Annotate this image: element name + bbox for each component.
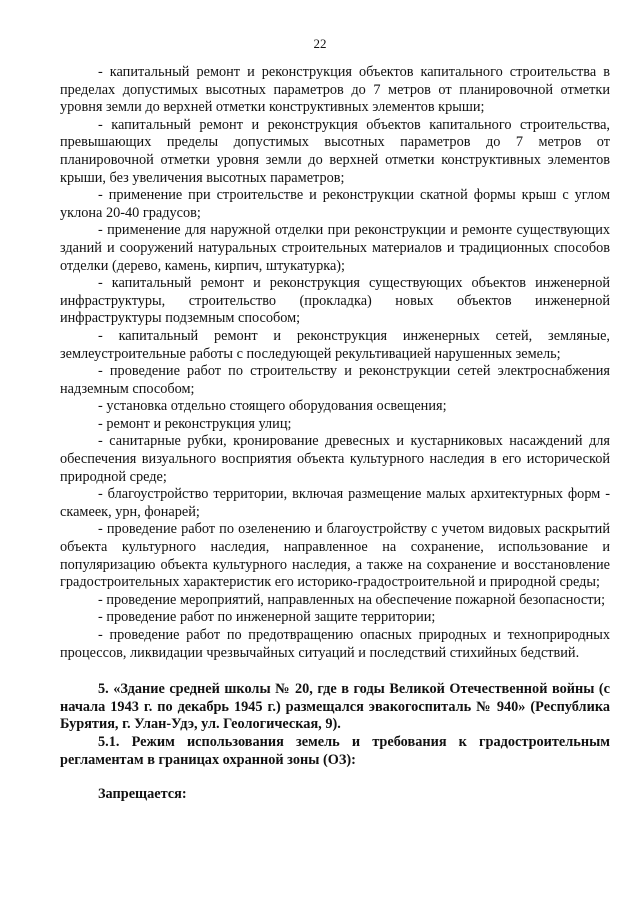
list-item: - установка отдельно стоящего оборудования освещения; [98,398,447,415]
prohibited-label: Запрещается: [98,786,187,803]
list-item: - капитальный ремонт и реконструкция существующих объектов инженерной инфраструктуры, строительство (прокладка) новых объектов инженерной инфраструктуры подземным способом; [60,275,610,327]
list-item: - капитальный ремонт и реконструкция объектов капитального строительства, превышающих пределы допустимых высотных параметров до 7 метров от планировочной отметки уровня земли до верхней отметки конструктивных элементов крыши, без увеличения высотных параметров; [60,116,610,186]
list-item: - благоустройство территории, включая размещение малых архитектурных форм - скамеек, урн, фонарей; [60,486,610,520]
document-body [60,64,610,804]
list-item: - проведение работ по инженерной защите территории; [98,609,436,626]
section-title: 5. «Здание средней школы № 20, где в годы Великой Отечественной войны (с начала 1943 г. по декабрь 1945 г.) размещался эвакогоспиталь № 940» (Республика Бурятия, г. Улан-Удэ, ул. Геологическая, 9). [60,681,610,733]
page-number: 22 [313,36,327,51]
list-item: - ремонт и реконструкция улиц; [98,415,292,432]
list-item: - капитальный ремонт и реконструкция объектов капитального строительства в пределах допустимых высотных параметров до 7 метров от планировочной отметки уровня земли до верхней отметки конструктивных элементов крыши; [60,64,610,116]
list-item: - проведение мероприятий, направленных на обеспечение пожарной безопасности; [98,591,606,608]
list-item: - капитальный ремонт и реконструкция инженерных сетей, земляные, землеустроительные работы с последующей рекультивацией нарушенных земель; [60,327,610,362]
list-item: - применение при строительстве и реконструкции скатной формы крыш с углом уклона 20-40 градусов; [60,187,610,221]
list-item: - проведение работ по предотвращению опасных природных и техноприродных процессов, ликвидации чрезвычайных ситуаций и последствий стихийных бедствий. [60,627,610,661]
list-item: - проведение работ по строительству и реконструкции сетей электроснабжения надземным способом; [60,363,610,397]
list-item: - проведение работ по озеленению и благоустройству с учетом видовых раскрытий объекта культурного наследия, направленное на сохранение, использование и популяризацию объекта культурного наследия, а также на сохранение и восстановление градостроительных характеристик его историко-градостроительной и природной среды; [60,521,610,591]
list-item: - санитарные рубки, кронирование древесных и кустарниковых насаждений для обеспечения визуального восприятия объекта культурного наследия в его исторической природной среде; [60,433,610,485]
list-item: - применение для наружной отделки при реконструкции и ремонте существующих зданий и сооружений натуральных строительных материалов и традиционных способов отделки (дерево, камень, кирпич, штукатурка); [60,222,610,274]
section-subtitle: 5.1. Режим использования земель и требования к градостроительным регламентам в границах охранной зоны (ОЗ): [60,733,610,768]
